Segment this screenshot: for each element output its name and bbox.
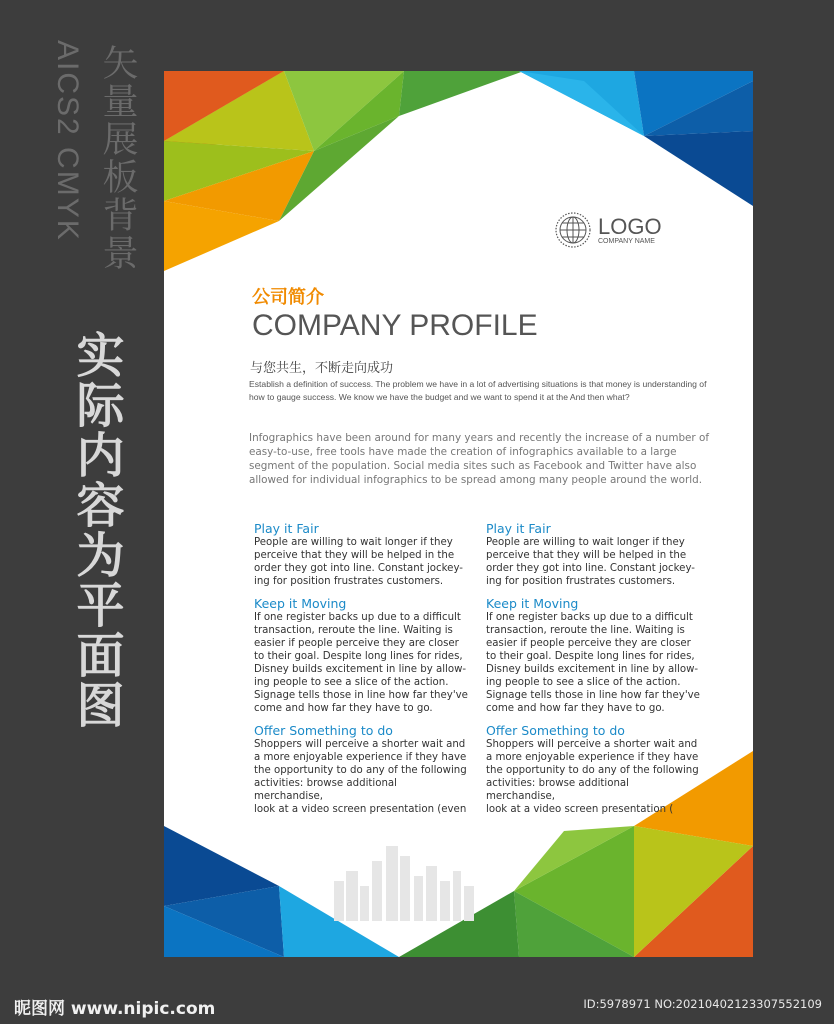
intro-paragraph-2: Infographics have been around for many years and recently the increase of a number of easy-to-use, free tools have made the creation of infographics available to a large segment of the population. Social media sites such as Facebook and Twitter have also allowed for individual infographics to be spread among many people around the world.: [249, 432, 710, 486]
globe-icon: [554, 211, 592, 249]
title-cn: 公司简介: [252, 287, 324, 308]
section-body: People are willing to wait longer if they perceive that they will be helped in the order they got into line. Constant jockey- ing for position frustrates customers.: [486, 537, 695, 587]
side-note: 实际内容为平面图: [68, 330, 124, 730]
section: [254, 596, 469, 715]
section-title: Offer Something to do: [254, 723, 393, 738]
section-body: Shoppers will perceive a shorter wait and a more enjoyable experience if they have the opportunity to do any of the following activities: browse additional merchandise, look at a video screen presentation (: [486, 739, 699, 815]
section-title: Keep it Moving: [254, 596, 347, 611]
tagline: 与您共生，不断走向成功: [250, 361, 394, 376]
section-body: People are willing to wait longer if they perceive that they will be helped in the order they got into line. Constant jockey- ing for position frustrates customers.: [254, 537, 463, 587]
section-title: Play it Fair: [486, 521, 551, 536]
section-title: Keep it Moving: [486, 596, 579, 611]
image-id: ID:5978971 NO:20210402123307552109: [583, 997, 822, 1011]
right-column: [486, 521, 701, 824]
section: [486, 521, 701, 588]
section-body: If one register backs up due to a difficult transaction, reroute the line. Waiting is easier if people perceive they are closer to their goal. Despite long lines for rides, Disney builds excitement in line by allow- ing people to see a slice of the action. Signage tells those in line how far they've come and how far they have to go.: [486, 612, 700, 714]
poster: [164, 71, 753, 957]
poster-background-graphic: [164, 71, 753, 957]
left-column: [254, 521, 469, 824]
side-cn-title: 矢量展板背景: [97, 44, 138, 272]
watermark: 昵图网 www.nipic.com: [14, 999, 216, 1019]
page-title: COMPANY PROFILE: [252, 309, 538, 342]
section-title: Offer Something to do: [486, 723, 625, 738]
company-logo: [554, 211, 662, 249]
section: [254, 521, 469, 588]
logo-word: LOGO: [598, 213, 662, 239]
section: [486, 596, 701, 715]
side-en-title: AICS2 CMYK: [51, 40, 84, 242]
intro-paragraph-1: Establish a definition of success. The problem we have in a lot of advertising situations is that money is understanding of how to gauge success. We know we have the budget and we want to spend it at the And then what?: [249, 379, 707, 402]
section-body: If one register backs up due to a difficult transaction, reroute the line. Waiting is easier if people perceive they are closer to their goal. Despite long lines for rides, Disney builds excitement in line by allow- ing people to see a slice of the action. Signage tells those in line how far they've come and how far they have to go.: [254, 612, 468, 714]
logo-company-name: COMPANY NAME: [598, 237, 655, 245]
section-body: Shoppers will perceive a shorter wait and a more enjoyable experience if they have the opportunity to do any of the following activities: browse additional merchandise, look at a video screen presentation (even: [254, 739, 467, 815]
section: [254, 723, 469, 816]
section: [486, 723, 701, 816]
section-title: Play it Fair: [254, 521, 319, 536]
